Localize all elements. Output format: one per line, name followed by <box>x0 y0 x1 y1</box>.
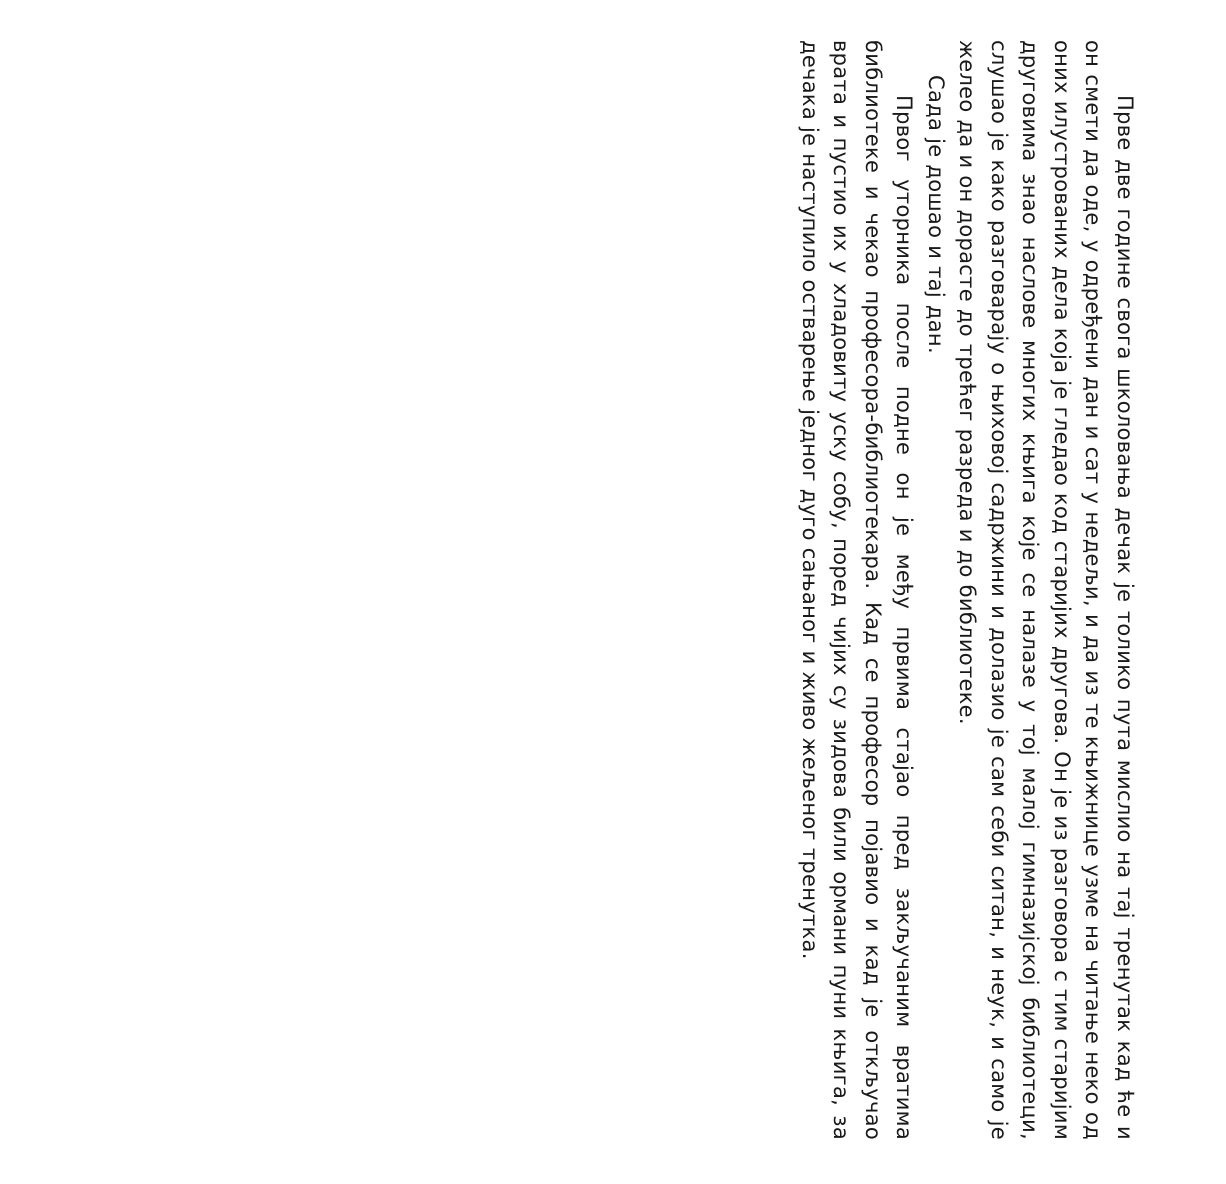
paragraph-1: Прве две године свога школовања дечак је толико пута мислио на тај тренутак кад ће и он смети да оде, у одређени дан и сат у недељи, и да из те књижнице узме на читање неко од оних илустрованих дела која је гледао код старијих другова. Он је из разговора с тим старијим друговима знао наслове многих књига које се налазе у тој малој гимназијској библиотеци, слушао је како разговарају о њиховој садржини и долазио је сам себи ситан, и неук, и само је желео да и он дорасте до трећег разреда и до библиотеке. <box>955 40 1137 1140</box>
paragraph-3: Првог уторника после подне он је међу првима стајао пред закључаним вратима библиотеке и чекао професора-библиотекара. Кад се професор појавио и кад је откључао врата и пустио их у хладовиту уску собу, поред чијих су зидова били ормани пуни књига, за дечака је наступило остварење једног дуго сањаног и живо жељеног тренутка. <box>798 40 917 1140</box>
rotated-text-block <box>794 40 1141 1140</box>
paragraph-2: Сада је дошао и тај дан. <box>924 75 948 354</box>
